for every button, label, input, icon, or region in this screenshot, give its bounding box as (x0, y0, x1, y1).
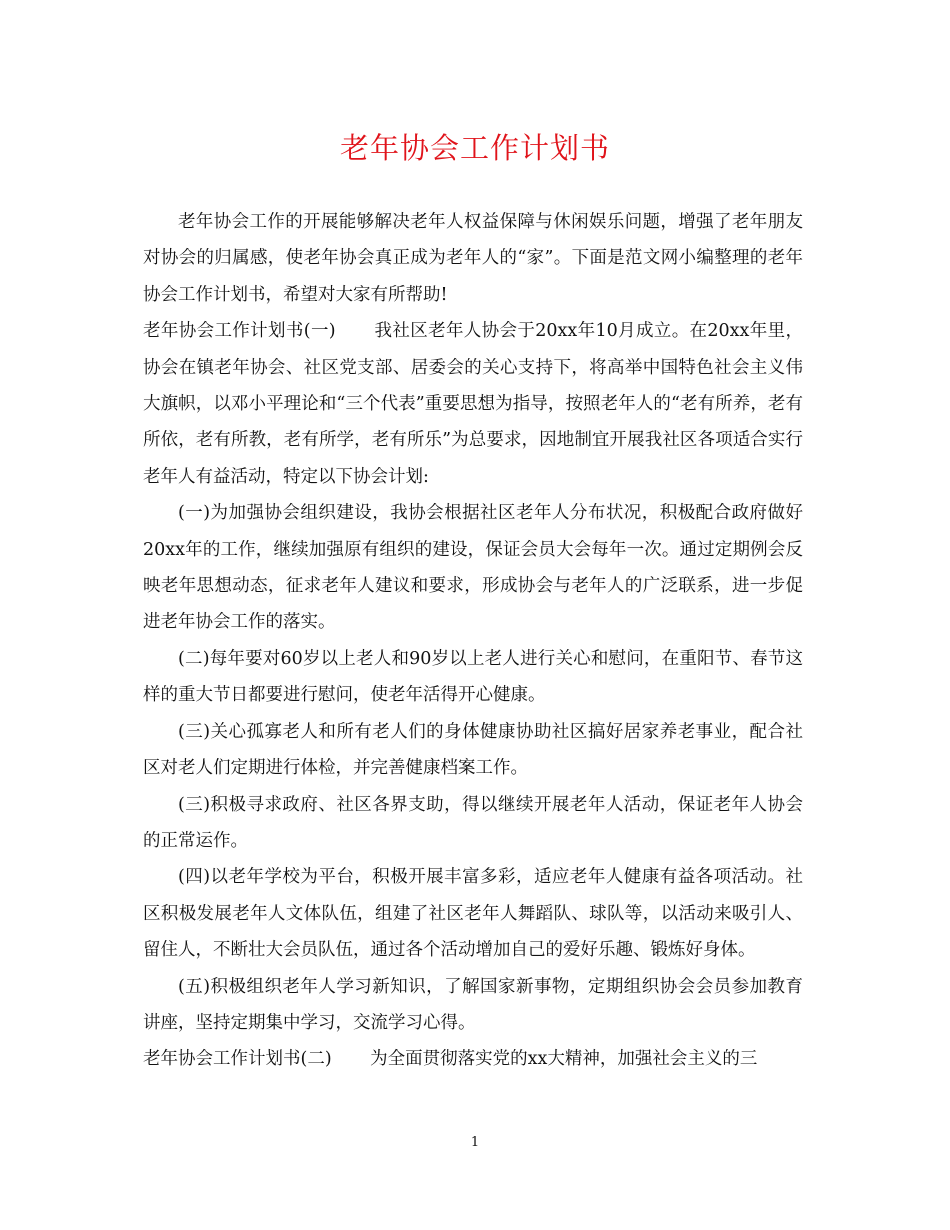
intro-paragraph: 老年协会工作的开展能够解决老年人权益保障与休闲娱乐问题，增强了老年朋友对协会的归属感，使老年协会真正成为老年人的“家”。下面是范文网小编整理的老年协会工作计划书，希望对大家有所帮助! (143, 212, 803, 305)
item-1-paragraph: (一)为加强协会组织建设，我协会根据社区老年人分布状况，积极配合政府做好20xx年的工作，继续加强原有组织的建设，保证会员大会每年一次。通过定期例会反映老年思想动态，征求老年人建议和要求，形成协会与老年人的广泛联系，进一步促进老年协会工作的落实。 (143, 503, 803, 633)
item-3-paragraph: (三)关心孤寡老人和所有老人们的身体健康协助社区搞好居家养老事业，配合社区对老人们定期进行体检，并完善健康档案工作。 (143, 721, 803, 779)
item-4-paragraph: (三)积极寻求政府、社区各界支助，得以继续开展老年人活动，保证老年人协会的正常运作。 (143, 794, 803, 851)
section-2-text: 为全面贯彻落实党的xx大精神，加强社会主义的三 (370, 1049, 758, 1070)
section-1-paragraph (143, 313, 803, 495)
page-number: 1 (470, 1135, 480, 1150)
section-2-paragraph (143, 1041, 803, 1077)
section-1-text: 我社区老年人协会于20xx年10月成立。在20xx年里，协会在镇老年协会、社区党支部、居委会的关心支持下，将高举中国特色社会主义伟大旗帜，以邓小平理论和“三个代表”重要思想为指导，按照老年人的“老有所养，老有所依，老有所教，老有所学，老有所乐”为总要求，因地制宜开展我社区各项适合实行老年人有益活动，特定以下协会计划: (143, 321, 804, 487)
item-5-paragraph: (四)以老年学校为平台，积极开展丰富多彩，适应老年人健康有益各项活动。社区积极发展老年人文体队伍，组建了社区老年人舞蹈队、球队等，以活动来吸引人、留住人，不断壮大会员队伍，通过各个活动增加自己的爱好乐趣、锻炼好身体。 (143, 867, 803, 961)
document-body (143, 204, 803, 1078)
document-title: 老年协会工作计划书 (339, 131, 610, 165)
item-2-paragraph: (二)每年要对60岁以上老人和90岁以上老人进行关心和慰问，在重阳节、春节这样的重大节日都要进行慰问，使老年活得开心健康。 (143, 648, 803, 706)
section-2-heading: 老年协会工作计划书(二) (143, 1049, 332, 1070)
item-6-paragraph: (五)积极组织老年人学习新知识，了解国家新事物，定期组织协会会员参加教育讲座，坚持定期集中学习，交流学习心得。 (143, 976, 803, 1033)
section-1-heading: 老年协会工作计划书(一) (143, 321, 336, 342)
